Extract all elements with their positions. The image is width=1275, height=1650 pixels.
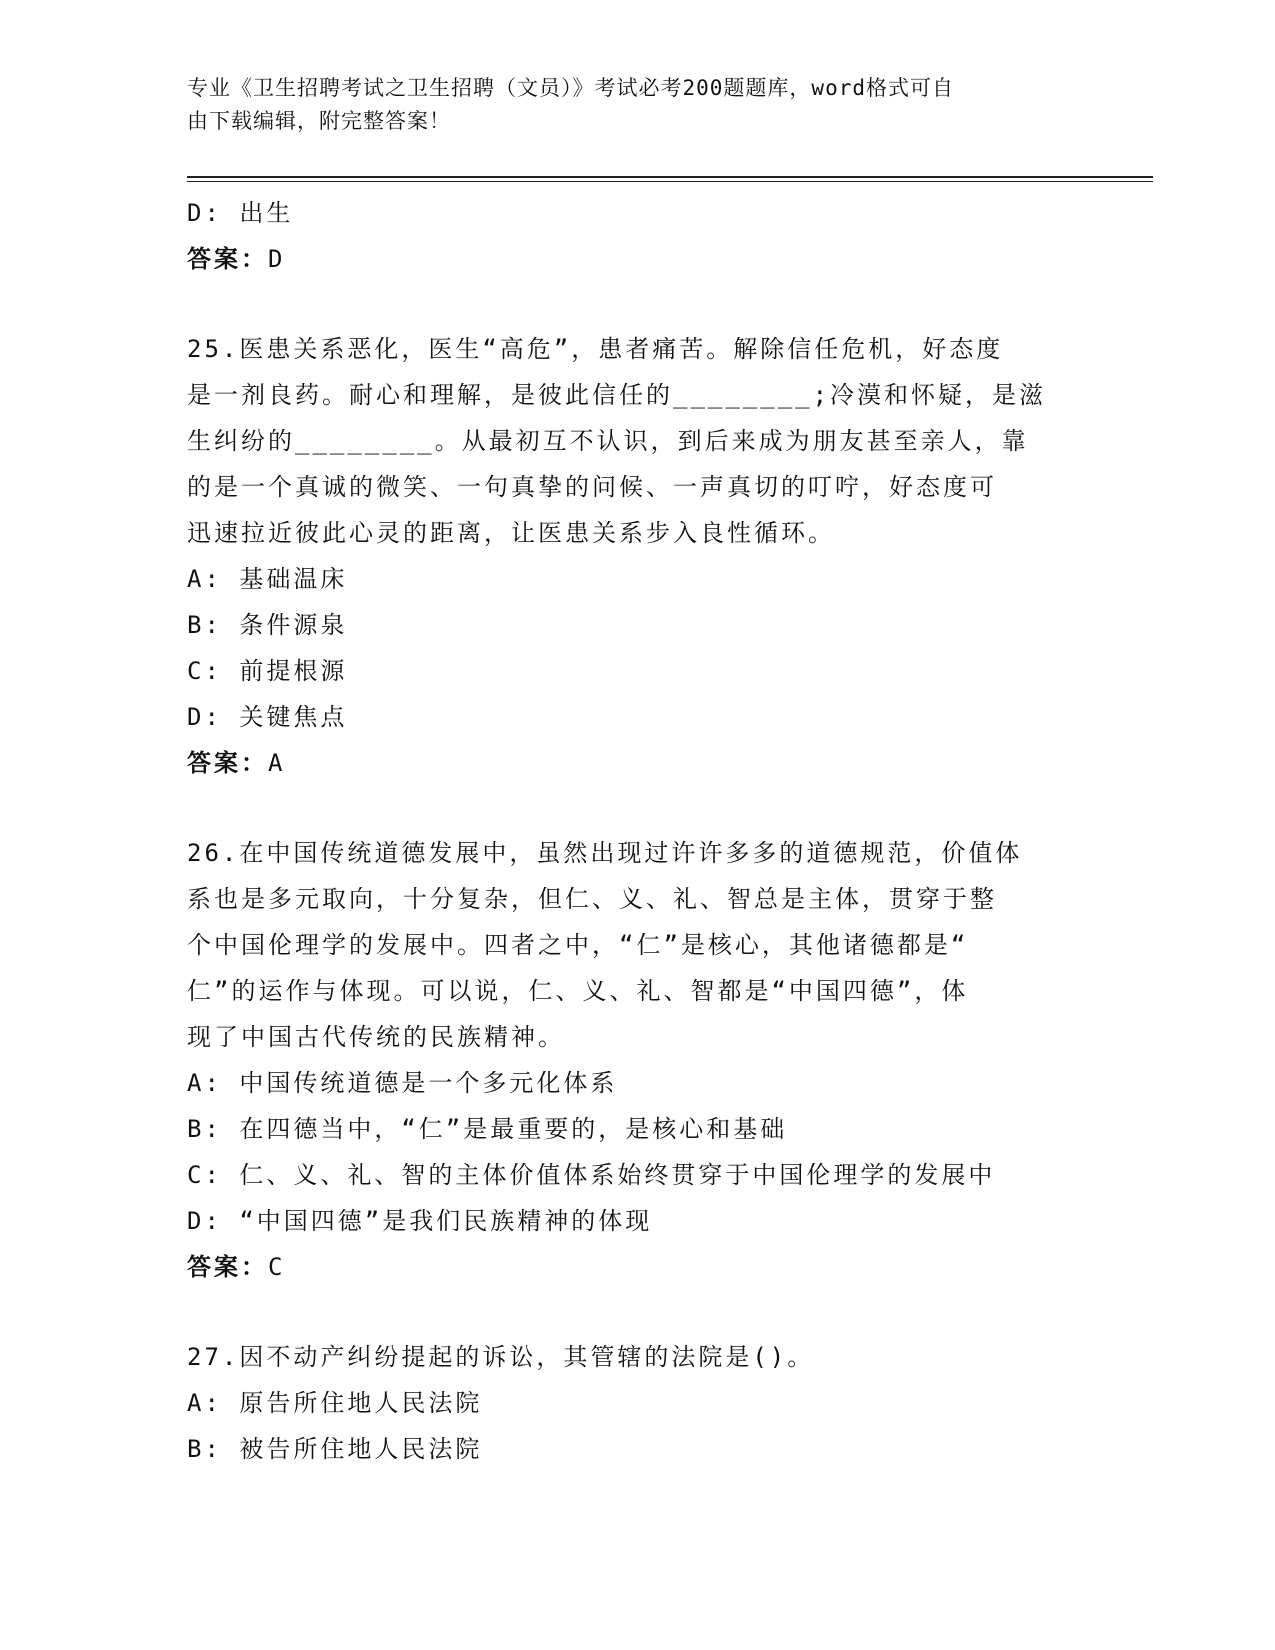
answer-label: 答案： bbox=[187, 245, 268, 273]
option-c: C: 仁、义、礼、智的主体价值体系始终贯穿于中国伦理学的发展中 bbox=[187, 1161, 996, 1189]
header-line-2: 由下载编辑，附完整答案！ bbox=[187, 109, 451, 133]
question-stem-line: 个中国伦理学的发展中。四者之中，“仁”是核心，其他诸德都是“ bbox=[187, 931, 969, 959]
question-stem-line: 仁”的运作与体现。可以说，仁、义、礼、智都是“中国四德”，体 bbox=[187, 977, 969, 1005]
question-stem-line: 27.因不动产纠纷提起的诉讼，其管辖的法院是()。 bbox=[187, 1343, 815, 1371]
option-d: D: 出生 bbox=[187, 199, 294, 227]
answer-value: C bbox=[268, 1253, 286, 1281]
answer-value: D bbox=[268, 245, 286, 273]
option-b: B: 被告所住地人民法院 bbox=[187, 1435, 483, 1463]
question-stem-line: 现了中国古代传统的民族精神。 bbox=[187, 1023, 565, 1051]
answer-line bbox=[187, 236, 1087, 282]
answer-line bbox=[187, 740, 1087, 786]
option-a: A: 基础温床 bbox=[187, 565, 348, 593]
question-26 bbox=[187, 830, 1087, 1290]
question-spacer bbox=[187, 282, 1087, 326]
question-27 bbox=[187, 1334, 1087, 1472]
question-spacer bbox=[187, 786, 1087, 830]
question-stem-line: 的是一个真诚的微笑、一句真挚的问候、一声真切的叮咛，好态度可 bbox=[187, 473, 997, 501]
option-b: B: 在四德当中，“仁”是最重要的，是核心和基础 bbox=[187, 1115, 788, 1143]
option-d: D: 关键焦点 bbox=[187, 703, 348, 731]
option-d: D: “中国四德”是我们民族精神的体现 bbox=[187, 1207, 653, 1235]
question-stem-line: 系也是多元取向，十分复杂，但仁、义、礼、智总是主体，贯穿于整 bbox=[187, 885, 997, 913]
document-body bbox=[187, 190, 1087, 1472]
header-line-1: 专业《卫生招聘考试之卫生招聘（文员）》考试必考200题题库，word格式可自 bbox=[187, 76, 954, 100]
option-a: A: 中国传统道德是一个多元化体系 bbox=[187, 1069, 618, 1097]
answer-line bbox=[187, 1244, 1087, 1290]
header-divider-thin bbox=[187, 181, 1153, 182]
question-spacer bbox=[187, 1290, 1087, 1334]
option-a: A: 原告所住地人民法院 bbox=[187, 1389, 483, 1417]
question-stem-line: 25.医患关系恶化，医生“高危”，患者痛苦。解除信任危机，好态度 bbox=[187, 335, 1004, 363]
question-stem-line: 迅速拉近彼此心灵的距离，让医患关系步入良性循环。 bbox=[187, 519, 835, 547]
answer-label: 答案： bbox=[187, 749, 268, 777]
option-c: C: 前提根源 bbox=[187, 657, 348, 685]
option-b: B: 条件源泉 bbox=[187, 611, 348, 639]
answer-value: A bbox=[268, 749, 286, 777]
question-stem-line: 26.在中国传统道德发展中，虽然出现过许许多多的道德规范，价值体 bbox=[187, 839, 1023, 867]
answer-label: 答案： bbox=[187, 1253, 268, 1281]
question-25 bbox=[187, 326, 1087, 786]
header-divider-thick bbox=[187, 176, 1153, 178]
page-header bbox=[187, 72, 1067, 138]
question-stem-line: 生纠纷的________。从最初互不认识，到后来成为朋友甚至亲人，靠 bbox=[187, 427, 1029, 455]
question-stem-line: 是一剂良药。耐心和理解，是彼此信任的________;冷漠和怀疑，是滋 bbox=[187, 381, 1047, 409]
